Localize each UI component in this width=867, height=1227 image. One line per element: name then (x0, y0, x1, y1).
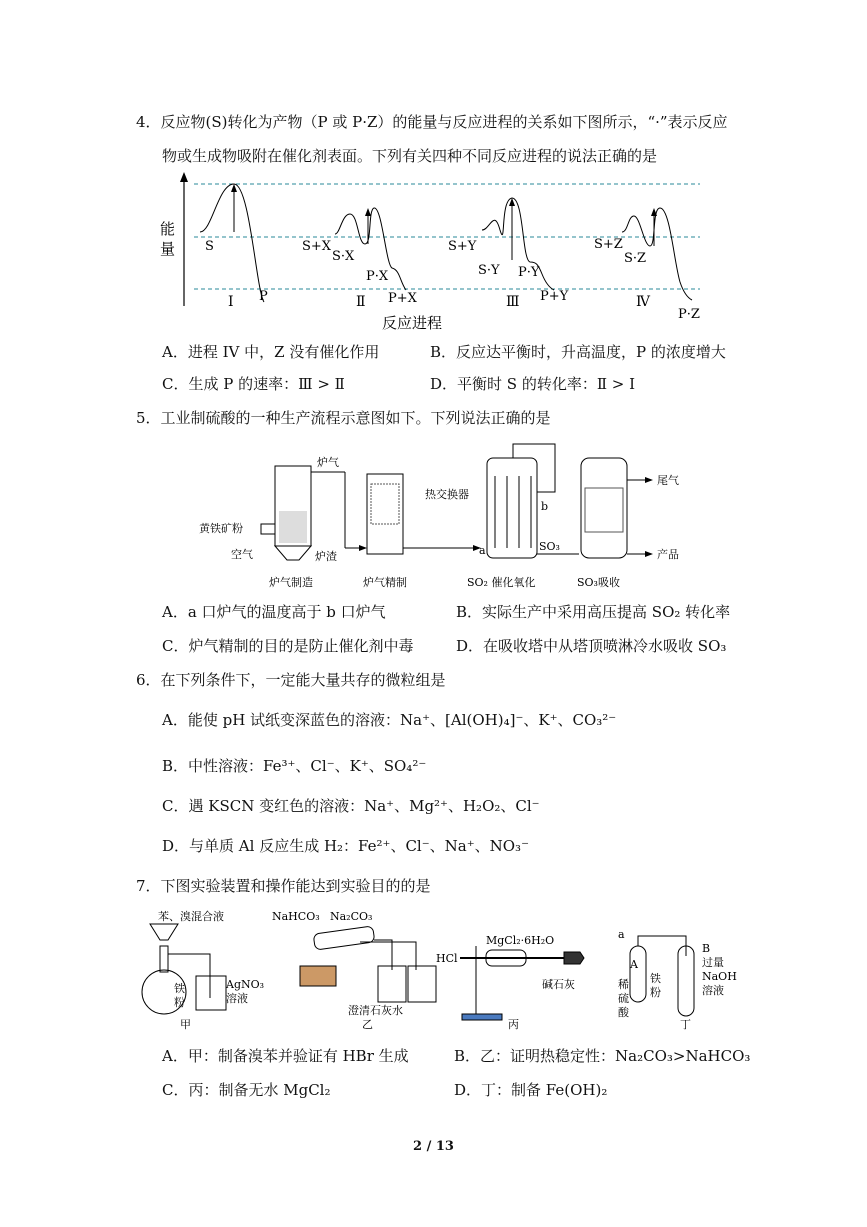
svg-text:Ⅱ: Ⅱ (356, 294, 366, 310)
svg-text:酸: 酸 (618, 1006, 629, 1019)
svg-text:丁: 丁 (680, 1018, 691, 1031)
svg-text:NaHCO₃: NaHCO₃ (272, 910, 320, 923)
svg-text:SO₃吸收: SO₃吸收 (577, 576, 620, 589)
svg-text:苯、溴混合液: 苯、溴混合液 (158, 910, 224, 923)
svg-text:S+Z: S+Z (594, 237, 623, 252)
y-label-2: 量 (160, 240, 176, 258)
q6-stem: 6．在下列条件下，一定能大量共存的微粒组是 (136, 671, 446, 689)
svg-text:MgCl₂·6H₂O: MgCl₂·6H₂O (486, 934, 555, 947)
q5-option-b: B．实际生产中采用高压提高 SO₂ 转化率 (456, 603, 731, 621)
q5-flow-diagram (195, 436, 685, 594)
svg-text:P+X: P+X (388, 291, 417, 306)
q6-option-c: C．遇 KSCN 变红色的溶液：Na⁺、Mg²⁺、H₂O₂、Cl⁻ (162, 797, 540, 815)
svg-text:粉: 粉 (174, 996, 185, 1009)
svg-text:铁: 铁 (174, 982, 185, 995)
q5-stem: 5．工业制硫酸的一种生产流程示意图如下。下列说法正确的是 (136, 409, 551, 427)
svg-text:a: a (618, 928, 625, 941)
svg-text:P·Y: P·Y (518, 265, 540, 280)
svg-text:P+Y: P+Y (540, 289, 569, 304)
q5-option-a: A．a 口炉气的温度高于 b 口炉气 (162, 603, 386, 621)
svg-text:A: A (630, 958, 638, 971)
svg-text:S·Z: S·Z (624, 251, 647, 266)
q4-stem-line2: 物或生成物吸附在催化剂表面。下列有关四种不同反应进程的说法正确的是 (162, 147, 658, 165)
q7-option-d: D．丁：制备 Fe(OH)₂ (454, 1081, 608, 1099)
q4-option-d: D．平衡时 S 的转化率：Ⅱ > I (430, 375, 636, 393)
svg-text:B: B (702, 942, 711, 955)
svg-text:P: P (259, 289, 268, 304)
svg-text:Na₂CO₃: Na₂CO₃ (330, 910, 373, 923)
q7-option-c: C．丙：制备无水 MgCl₂ (162, 1081, 331, 1099)
q7-option-a: A．甲：制备溴苯并验证有 HBr 生成 (162, 1047, 409, 1065)
q4-option-a: A．进程 IV 中，Z 没有催化作用 (162, 343, 380, 361)
svg-text:粉: 粉 (650, 986, 661, 999)
svg-text:溶液: 溶液 (702, 984, 724, 997)
q7-option-b: B．乙：证明热稳定性：Na₂CO₃>NaHCO₃ (454, 1047, 751, 1065)
q5-option-d: D．在吸收塔中从塔顶喷淋冷水吸收 SO₃ (456, 637, 727, 655)
svg-text:SO₂ 催化氧化: SO₂ 催化氧化 (467, 576, 536, 589)
svg-text:碱石灰: 碱石灰 (542, 978, 575, 991)
svg-text:P·X: P·X (366, 269, 389, 284)
svg-text:Ⅲ: Ⅲ (506, 294, 520, 310)
q7-apparatus (130, 906, 737, 1036)
svg-text:HCl: HCl (436, 952, 458, 965)
svg-text:产品: 产品 (657, 548, 679, 561)
svg-text:a: a (479, 544, 486, 557)
page-number: 2 / 13 (413, 1139, 454, 1154)
svg-text:S+Y: S+Y (448, 239, 477, 254)
svg-text:铁: 铁 (650, 972, 661, 985)
svg-text:甲: 甲 (180, 1018, 191, 1031)
q4-stem-line1: 4．反应物(S)转化为产物（P 或 P·Z）的能量与反应进程的关系如下图所示，“·”表示反应 (136, 113, 728, 131)
y-label-1: 能 (160, 220, 176, 238)
svg-text:乙: 乙 (362, 1018, 373, 1031)
q6-option-d: D．与单质 Al 反应生成 H₂：Fe²⁺、Cl⁻、Na⁺、NO₃⁻ (162, 837, 529, 855)
svg-text:尾气: 尾气 (657, 474, 679, 487)
svg-text:S·Y: S·Y (478, 263, 500, 278)
svg-text:Ⅳ: Ⅳ (636, 294, 650, 310)
q6-option-b: B．中性溶液：Fe³⁺、Cl⁻、K⁺、SO₄²⁻ (162, 757, 427, 775)
x-label: 反应进程 (382, 314, 443, 332)
svg-text:过量: 过量 (702, 956, 724, 969)
svg-text:I: I (228, 294, 234, 310)
svg-text:澄清石灰水: 澄清石灰水 (348, 1004, 403, 1017)
svg-text:NaOH: NaOH (702, 970, 737, 983)
svg-text:AgNO₃: AgNO₃ (226, 978, 265, 991)
svg-text:炉气制造: 炉气制造 (269, 576, 313, 589)
q6-option-a: A．能使 pH 试纸变深蓝色的溶液：Na⁺、[Al(OH)₄]⁻、K⁺、CO₃²⁻ (162, 711, 617, 729)
svg-text:炉气精制: 炉气精制 (363, 576, 407, 589)
svg-text:溶液: 溶液 (226, 992, 248, 1005)
svg-text:S+X: S+X (302, 239, 332, 254)
svg-text:S·X: S·X (332, 249, 355, 264)
svg-text:SO₃: SO₃ (539, 540, 560, 553)
svg-text:b: b (541, 500, 549, 513)
svg-text:黄铁矿粉: 黄铁矿粉 (199, 522, 243, 535)
q4-option-c: C．生成 P 的速率：Ⅲ > Ⅱ (162, 375, 345, 393)
svg-text:炉气: 炉气 (317, 456, 339, 469)
svg-text:丙: 丙 (508, 1018, 519, 1031)
svg-text:炉渣: 炉渣 (315, 550, 337, 563)
q7-stem: 7．下图实验装置和操作能达到实验目的的是 (136, 877, 431, 895)
svg-text:空气: 空气 (231, 548, 253, 561)
svg-text:稀: 稀 (618, 978, 629, 991)
q4-option-b: B．反应达平衡时，升高温度，P 的浓度增大 (430, 343, 726, 361)
q5-option-c: C．炉气精制的目的是防止催化剂中毒 (162, 637, 414, 655)
svg-text:硫: 硫 (618, 992, 629, 1005)
svg-text:热交换器: 热交换器 (425, 488, 469, 501)
svg-text:P·Z: P·Z (678, 307, 700, 322)
q4-energy-diagram (160, 170, 720, 335)
svg-text:S: S (205, 239, 214, 254)
